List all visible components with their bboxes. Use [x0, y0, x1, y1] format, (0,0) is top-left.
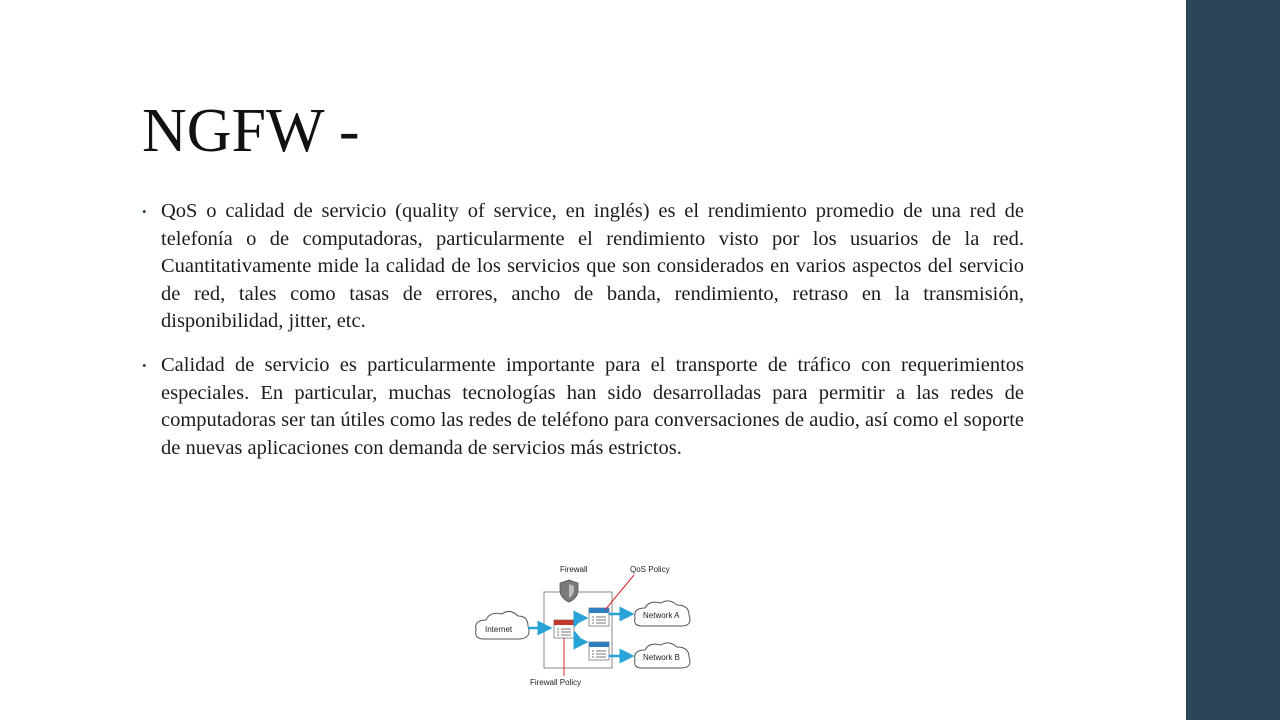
qos-policy-icon-upper	[589, 608, 609, 626]
slide-title: NGFW -	[142, 97, 360, 165]
bullet-text: Calidad de servicio es particularmente importante para el transporte de tráfico con requerimientos especiales. En particular, muchas tecnologías han sido desarrolladas para permitir a las redes de computadoras ser tan útiles como las redes de teléfono para conversaciones de audio, así como el soporte de nuevas aplicaciones con demanda de servicios más estrictos.	[161, 353, 1024, 459]
side-accent-band	[1186, 0, 1280, 720]
network-a-label: Network A	[643, 611, 680, 620]
qos-firewall-diagram	[470, 560, 702, 690]
firewall-label: Firewall	[560, 565, 588, 574]
internet-label: Internet	[485, 625, 513, 634]
bullet-item	[142, 352, 1024, 462]
network-b-label: Network B	[643, 653, 680, 662]
qos-policy-label: QoS Policy	[630, 565, 670, 574]
bullet-icon: •	[142, 204, 147, 219]
bullet-list	[142, 198, 1024, 478]
firewall-policy-label: Firewall Policy	[530, 678, 582, 687]
qos-policy-icon-lower	[589, 642, 609, 660]
firewall-policy-icon	[554, 620, 574, 638]
bullet-icon: •	[142, 357, 147, 373]
bullet-text: QoS o calidad de servicio (quality of service, en inglés) es el rendimiento promedio de una red de telefonía o de computadoras, particularmente el rendimiento visto por los usuarios de la red. Cuantitativamente mide la calidad de los servicios que son considerados en varios aspectos del servicio de red, tales como tasas de errores, ancho de banda, rendimiento, retraso en la transmisión, disponibilidad, jitter, etc.	[161, 200, 1024, 333]
bullet-item	[142, 198, 1024, 336]
